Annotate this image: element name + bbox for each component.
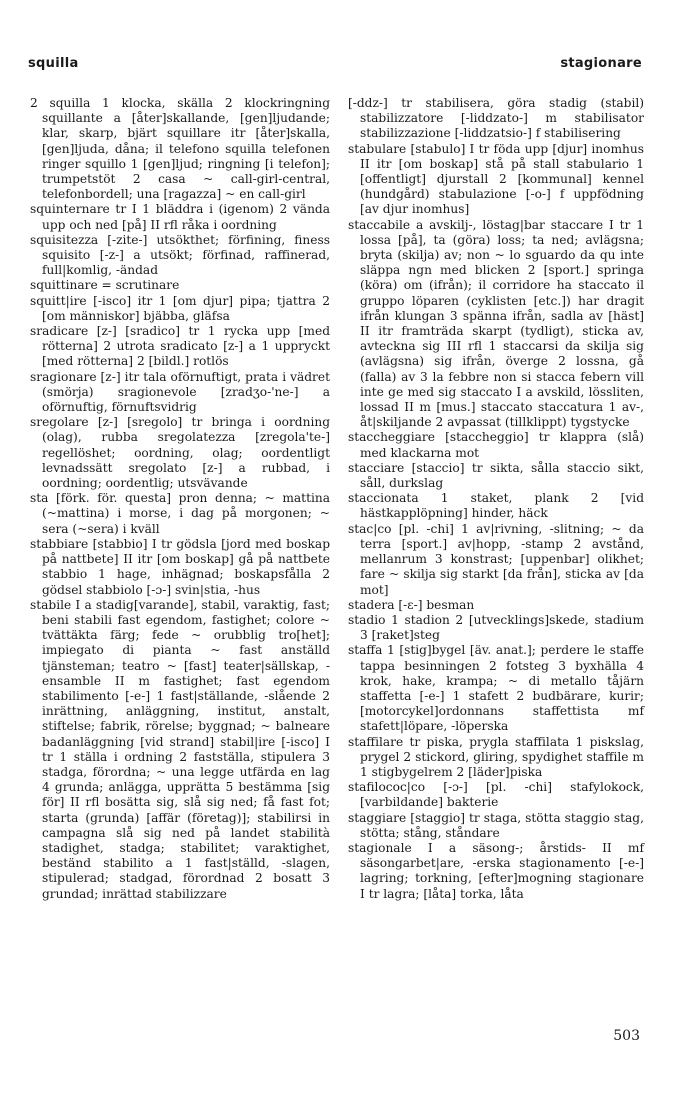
entry-stadio: stadio 1 stadion 2 [utvecklings]skede, stadium 3 [raket]steg xyxy=(348,612,644,643)
entry-sradicare: sradicare [z-] [sradico] tr 1 rycka upp [med rötterna] 2 utrota sradicato [z-] a 1 uppryckt [med rötterna] 2 [bildl.] rotlös xyxy=(30,324,330,369)
entry-sta: sta [förk. för. questa] pron denna; ~ mattina (~mattina) i morse, i dag på morgonen; ~ sera (~sera) i kväll xyxy=(30,491,330,536)
entry-stadera: stadera [-ɛ-] besman xyxy=(348,597,475,612)
entry-squisitezza: squisitezza [-zite-] utsökthet; förfining, finess squisito [-z-] a utsökt; förfinad, raffinerad, full|komlig, -ändad xyxy=(30,232,330,278)
entry-stabulare: stabulare [stabulo] I tr föda upp [djur] inomhus II itr [om boskap] stå på stall stabulario 1 [offentligt] djurstall 2 [kommunal] kennel (hundgård) stabulazione [-o-] f uppfödning [av djur inomhus] xyxy=(348,141,644,217)
entry-sragionare: sragionare [z-] itr tala oförnuftigt, prata i vädret (smörja) sragionevole [zradʒo-'ne-] a oförnuftig, förnuftsvidrig xyxy=(30,369,330,415)
entry-staccionata: staccionata 1 staket, plank 2 [vid hästkapplöpning] hinder, häck xyxy=(348,491,644,521)
entry-staffa: staffa 1 [stig]bygel [äv. anat.]; perdere le staffe tappa besinningen 2 fotsteg 3 byxhälla 4 krok, hake, krampa; ~ di metallo tåjärn staffetta [-e-] 1 stafett 2 budbärare, kurir; [motorcykel]ordonnans staffettista mf stafett|löpare, -löperska xyxy=(348,643,644,734)
entry-squittire: squitt|ire [-isco] itr 1 [om djur] pipa; tjattra 2 [om människor] bjäbba, gläfsa xyxy=(30,293,330,323)
right-dictionary-column xyxy=(348,96,644,902)
entry-sregolare: sregolare [z-] [sregolo] tr bringa i oordning (olag), rubba sregolatezza [zregola'te-] regellöshet; oordning, olag; oordentligt levnadssätt sregolato [z-] a rubbad, i oordning; oordentlig; utsvävande xyxy=(30,415,330,491)
entry-stabile: stabile I a stadig[varande], stabil, varaktig, fast; beni stabili fast egendom, fastighet; colore ~ tvättäkta färg; fede ~ orubblig tro[het]; impiegato di pianta ~ fast anställd tjänsteman; teatro ~ [fast] teater|sällskap, -ensamble II m fastighet; fast egendom stabilimento [-e-] 1 fast|ställande, -slående 2 inrättning, anläggning, institut, anstalt, stiftelse; fabrik, rörelse; byggnad; ~ balneare badanläggning [vid strand] stabil|ire [-isco] I tr 1 ställa i ordning 2 fastställa, stipulera 3 stadga, förordna; ~ una legge utfärda en lag 4 grunda; anlägga, upprätta 5 bestämma [sig för] II rfl bosätta sig, slå sig ned; få fast fot; starta (grunda) [affär (företag)]; stabilirsi in campagna slå sig ned på landet stabilità stadighet, stadga; stabilitet; varaktighet, beständ stabilito a 1 fast|ställd, -slagen, stipulerad; stadgad, förordnad 2 bosatt 3 grundad; inrättad stabilizzare xyxy=(30,597,330,901)
entry-squinternare: squinternare tr I 1 bläddra i (igenom) 2 vända upp och ned [på] II rfl råka i oordning xyxy=(30,202,330,232)
entry-stagionale: stagionale I a säsong-; årstids- II mf säsongarbet|are, -erska stagionamento [-e-] lagring; torkning, [efter]mogning stagionare I tr lagra; [låta] torka, låta xyxy=(348,840,644,901)
entry-staccheggiare: staccheggiare [staccheggio] tr klappra (slå) med klackarna mot xyxy=(348,430,644,460)
entry-stabilizzare-cont: [-ddz-] tr stabilisera, göra stadig (stabil) stabilizzatore [-liddzato-] m stabilisator stabilizzazione [-liddzatsio-] f stabilisering xyxy=(348,96,644,141)
entry-squittinare: squittinare = scrutinare xyxy=(30,278,180,293)
left-dictionary-column xyxy=(30,96,330,902)
entry-stacco: stac|co [pl. -chi] 1 av|rivning, -slitning; ~ da terra [sport.] av|hopp, -stamp 2 avstånd, mellanrum 3 konstrast; [uppenbar] olikhet; fare ~ skilja sig starkt [da från], sticka av [da mot] xyxy=(348,521,644,597)
left-guide-word: squilla xyxy=(28,56,79,71)
page-number: 503 xyxy=(613,1028,640,1044)
entry-squilla: 2 squilla 1 klocka, skälla 2 klockringning squillante a [åter]skallande, [gen]ljudande; klar, skarp, bjärt squillare itr [åter]skalla, [gen]ljuda, dåna; il telefono squilla telefonen ringer squillo 1 [gen]ljud; ringning [i telefon]; trumpetstöt 2 casa ~ call-girl-central, telefonbordell; una [ragazza] ~ en call-girl xyxy=(30,96,330,202)
entry-stafilococco: stafilococ|co [-ɔ-] [pl. -chi] stafylokock, [varbildande] bakterie xyxy=(348,780,644,810)
entry-stacciare: stacciare [staccio] tr sikta, sålla staccio sikt, såll, durkslag xyxy=(348,460,644,491)
entry-staffilare: staffilare tr piska, prygla staffilata 1 piskslag, prygel 2 stickord, gliring, spydighet staffile m 1 stigbygelrem 2 [läder]piska xyxy=(348,734,644,779)
entry-staggiare: staggiare [staggio] tr staga, stötta staggio stag, stötta; stång, ståndare xyxy=(348,810,644,840)
right-guide-word: stagionare xyxy=(560,56,642,71)
entry-stabbiare: stabbiare [stabbio] I tr gödsla [jord med boskap på nattbete] II itr [om boskap] gå på nattbete stabbio 1 hage, inhägnad; boskapsfålla 2 gödsel stabbiolo [-ɔ-] svin|stia, -hus xyxy=(30,536,330,597)
entry-staccabile: staccabile a avskilj-, löstag|bar staccare I tr 1 lossa [på], ta (göra) loss; ta ned; avlägsna; bryta (skilja) av; non ~ lo sguardo da qu inte släppa ngn med blicken 2 [sport.] springa (köra) om (ifrån); il corridore ha staccato il gruppo löparen (cyklisten [etc.]) har dragit ifrån klungan 3 spänna ifrån, sadla av [häst] II itr framträda skarpt (tydligt), sticka av, avteckna sig III rfl 1 staccarsi da skilja sig (avlägsna) sig ifrån, överge 2 lossna, gå (falla) av 3 la febbre non si stacca febern vill inte ge med sig staccato I a avskild, lössliten, lossad II m [mus.] staccato staccatura 1 av-, åt|skiljande 2 avpassat (tillklippt) tygstycke xyxy=(348,217,644,430)
